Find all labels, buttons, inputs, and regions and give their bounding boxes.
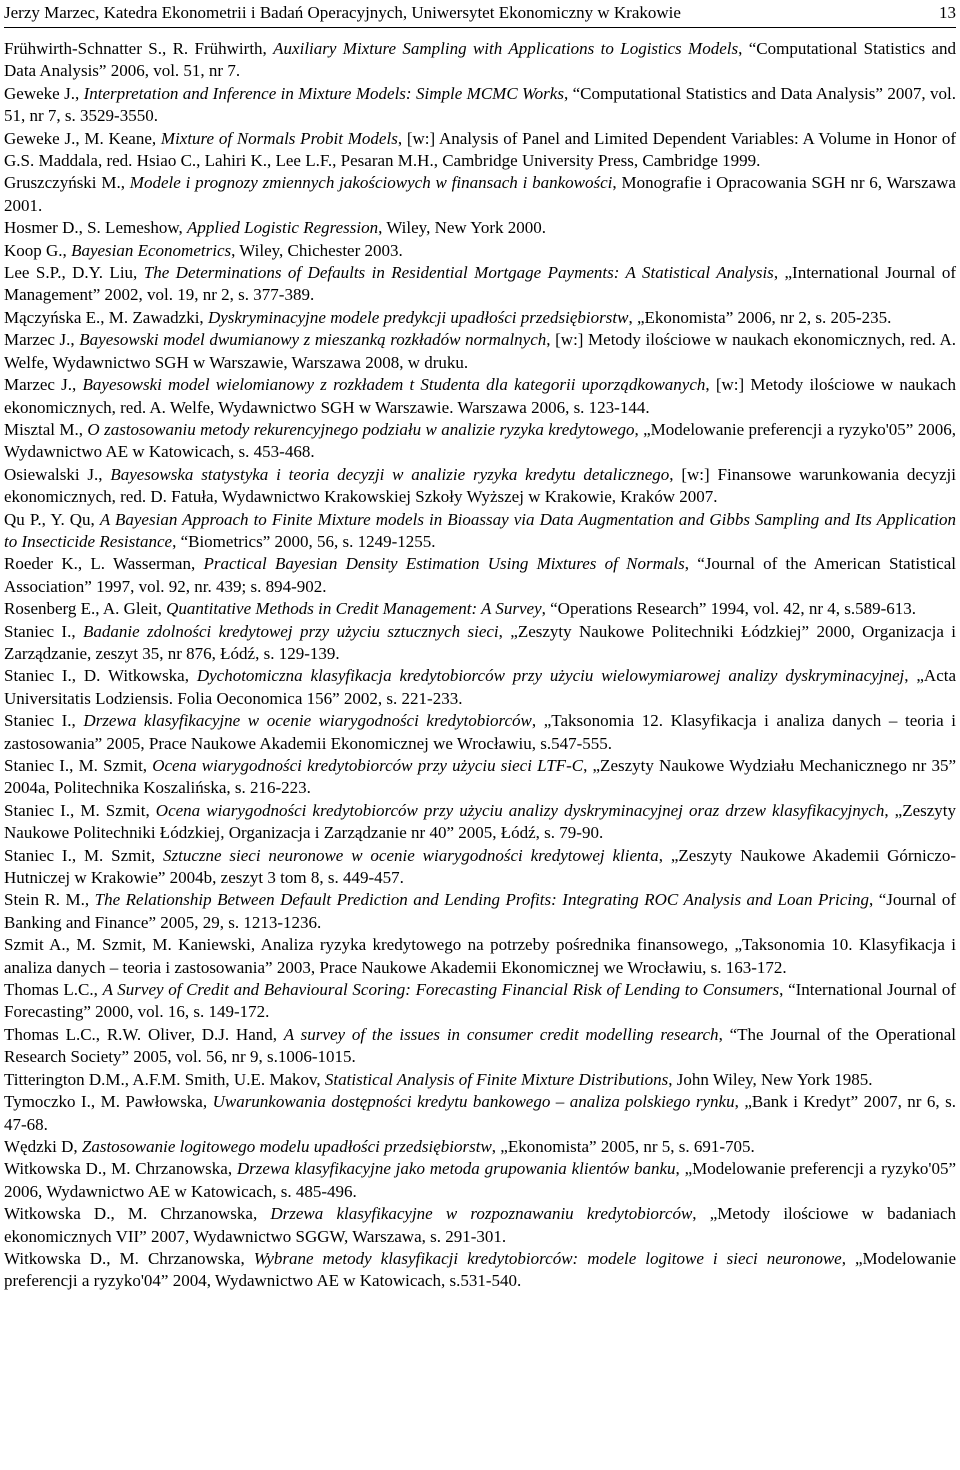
reference-entry <box>4 1248 956 1293</box>
reference-text: Misztal M., <box>4 419 88 439</box>
reference-text: Titterington D.M., A.F.M. Smith, U.E. Makov, <box>4 1069 325 1089</box>
reference-text: , Monografie i Opracowania SGH nr 6, Warszawa 2001. <box>4 173 956 215</box>
reference-entry <box>4 845 956 890</box>
reference-title: Bayesowski model wielomianowy z rozkładem t Studenta dla kategorii uporządkowanych <box>82 375 706 395</box>
reference-text: Witkowska D., M. Chrzanowska, <box>4 1204 271 1224</box>
reference-entry <box>4 553 956 598</box>
reference-text: Frühwirth-Schnatter S., R. Frühwirth, <box>4 39 274 58</box>
reference-entry <box>4 128 956 173</box>
reference-title: The Relationship Between Default Prediction and Lending Profits: Integrating ROC Analysis and Loan Pricing <box>94 890 869 910</box>
reference-text: Lee S.P., D.Y. Liu, <box>4 263 144 283</box>
reference-text: Wędzki D, <box>4 1136 82 1156</box>
reference-entry <box>4 1024 956 1069</box>
reference-title: Zastosowanie logitowego modelu upadłości przedsiębiorstw <box>81 1136 492 1156</box>
reference-entry <box>4 509 956 554</box>
reference-text: , Wiley, New York 2000. <box>378 218 547 238</box>
reference-text: Koop G., <box>4 240 72 260</box>
reference-title: Dychotomiczna klasyfikacja kredytobiorców przy użyciu wielowymiarowej analizy dyskryminacyjnej <box>196 666 905 686</box>
reference-title: A survey of the issues in consumer credit modelling research <box>283 1024 719 1044</box>
reference-text: Geweke J., M. Keane, <box>4 128 161 148</box>
reference-title: Mixture of Normals Probit Models <box>160 128 398 148</box>
reference-text: , „Zeszyty Naukowe Politechniki Łódzkiej, Organizacja i Zarządzanie nr 40” 2005, Łódź, s. 79-90. <box>4 800 957 843</box>
reference-entry <box>4 800 956 845</box>
reference-entry <box>4 83 956 128</box>
reference-text: Mączyńska E., M. Zawadzki, <box>4 307 208 327</box>
reference-title: Wybrane metody klasyfikacji kredytobiorców: modele logitowe i sieci neuronowe <box>253 1248 842 1268</box>
page-number: 13 <box>939 3 956 22</box>
reference-title: Drzewa klasyfikacyjne w ocenie wiarygodności kredytobiorców <box>83 711 532 731</box>
reference-text: Roeder K., L. Wasserman, <box>4 554 204 574</box>
reference-title: Statistical Analysis of Finite Mixture Distributions <box>324 1069 669 1089</box>
reference-entry <box>4 934 956 979</box>
reference-text: Hosmer D., S. Lemeshow, <box>4 218 188 238</box>
reference-text: , „Modelowanie preferencji a ryzyko'04” 2004, Wydawnictwo AE w Katowicach, s.531-540. <box>4 1248 956 1291</box>
running-header <box>4 0 956 28</box>
reference-entry <box>4 38 956 83</box>
reference-text: Staniec I., <box>4 621 83 641</box>
reference-entry <box>4 307 956 329</box>
reference-entry <box>4 419 956 464</box>
reference-text: Thomas L.C., R.W. Oliver, D.J. Hand, <box>4 1024 284 1044</box>
reference-text: Staniec I., <box>4 711 84 731</box>
reference-text: Thomas L.C., <box>4 980 103 1000</box>
reference-title: Uwarunkowania dostępności kredytu bankowego – analiza polskiego rynku <box>212 1092 735 1112</box>
reference-text: , „Zeszyty Naukowe Politechniki Łódzkiej” 2000, Organizacja i Zarządzanie, zeszyt 35, nr 876, Łódź, s. 129-139. <box>4 621 956 663</box>
reference-text: Staniec I., M. Szmit, <box>4 756 153 775</box>
reference-text: , „Taksonomia 12. Klasyfikacja i analiza danych – teoria i zastosowania” 2005, Prace Naukowe Akademii Ekonomicznej we Wrocławiu, s.547-555. <box>4 711 956 753</box>
reference-text: , “Journal of the American Statistical Association” 1997, vol. 92, nr. 439; s. 894-902. <box>4 554 956 596</box>
reference-title: Auxiliary Mixture Sampling with Applications to Logistics Models <box>273 39 739 58</box>
reference-text: , [w:] Finansowe warunkowania decyzji ekonomicznych, red. D. Fatuła, Wydawnictwo Krakowskiej Szkoły Wyższej w Krakowie, Kraków 2007. <box>4 464 956 507</box>
reference-entry <box>4 621 956 666</box>
reference-text: Geweke J., <box>4 83 84 103</box>
reference-entry <box>4 1069 956 1091</box>
reference-entry <box>4 217 956 239</box>
reference-title: Dyskryminacyjne modele predykcji upadłości przedsiębiorstw <box>207 307 629 327</box>
reference-text: Rosenberg E., A. Gleit, <box>4 599 167 619</box>
reference-text: , Wiley, Chichester 2003. <box>231 240 403 260</box>
reference-text: , “Computational Statistics and Data Analysis” 2006, vol. 51, nr 7. <box>4 39 956 81</box>
reference-entry <box>4 1158 956 1203</box>
reference-text: , „Zeszyty Naukowe Wydziału Mechanicznego nr 35” 2004a, Politechnika Koszalińska, s. 216-223. <box>4 756 957 798</box>
reference-text: Witkowska D., M. Chrzanowska, <box>4 1159 237 1179</box>
reference-title: Interpretation and Inference in Mixture Models: Simple MCMC Works <box>83 83 564 103</box>
reference-text: , „Modelowanie preferencji a ryzyko'05” 2006, Wydawnictwo AE w Katowicach, s. 485-496. <box>4 1159 956 1201</box>
reference-entry <box>4 374 956 419</box>
reference-text: , „Metody ilościowe w badaniach ekonomicznych VII” 2007, Wydawnictwo SGGW, Warszawa, s. 291-301. <box>4 1204 957 1246</box>
reference-text: , [w:] Metody ilościowe w naukach ekonomicznych, red. A. Welfe, Wydawnictwo SGH w Warszawie. Warszawa 2006, s. 123-144. <box>4 375 957 417</box>
reference-title: Ocena wiarygodności kredytobiorców przy użyciu sieci LTF-C <box>152 756 584 775</box>
reference-text: , [w:] Metody ilościowe w naukach ekonomicznych, red. A. Welfe, Wydawnictwo SGH w Warszawie, Warszawa 2008, w druku. <box>4 330 956 372</box>
reference-text: , John Wiley, New York 1985. <box>668 1069 873 1089</box>
reference-title: Modele i prognozy zmiennych jakościowych w finansach i bankowości <box>129 173 613 193</box>
reference-entry <box>4 1203 956 1248</box>
reference-text: Witkowska D., M. Chrzanowska, <box>4 1248 254 1268</box>
reference-entry <box>4 464 956 509</box>
reference-text: Staniec I., D. Witkowska, <box>4 666 197 686</box>
reference-text: , „International Journal of Management” 2002, vol. 19, nr 2, s. 377-389. <box>4 263 956 305</box>
reference-title: Practical Bayesian Density Estimation Using Mixtures of Normals <box>203 554 685 574</box>
reference-title: Quantitative Methods in Credit Management: A Survey <box>166 599 542 619</box>
reference-text: , “Computational Statistics and Data Analysis” 2007, vol. 51, nr 7, s. 3529-3550. <box>4 83 956 126</box>
reference-text: , „Ekonomista” 2005, nr 5, s. 691-705. <box>491 1136 755 1156</box>
reference-entry <box>4 598 956 620</box>
reference-title: Bayesowski model dwumianowy z mieszanką rozkładów normalnych <box>79 330 547 350</box>
reference-title: Drzewa klasyfikacyjne jako metoda grupowania klientów banku <box>236 1159 676 1179</box>
reference-title: Badanie zdolności kredytowej przy użyciu sztucznych sieci <box>82 621 499 641</box>
reference-text: , “Biometrics” 2000, 56, s. 1249-1255. <box>172 531 436 551</box>
reference-title: O zastosowaniu metody rekurencyjnego podziału w analizie ryzyka kredytowego <box>87 419 635 439</box>
reference-text: Marzec J., <box>4 375 83 395</box>
reference-entry <box>4 665 956 710</box>
reference-title: Applied Logistic Regression <box>187 218 379 238</box>
reference-text: , „Acta Universitatis Lodziensis. Folia Oeconomica 156” 2002, s. 221-233. <box>4 666 957 708</box>
reference-text: , “International Journal of Forecasting” 2000, vol. 16, s. 149-172. <box>4 980 956 1022</box>
reference-entry <box>4 1136 956 1158</box>
reference-entry <box>4 240 956 262</box>
reference-entry <box>4 979 956 1024</box>
reference-title: Drzewa klasyfikacyjne w rozpoznawaniu kredytobiorców <box>270 1204 693 1224</box>
reference-text: Szmit A., M. Szmit, M. Kaniewski, Analiza ryzyka kredytowego na potrzeby pośrednika finansowego, „Taksonomia 10. Klasyfikacja i analiza danych – teoria i zastosowania” 2003, Prace Naukowe Akademii Ekonomicznej we Wrocławiu, s. 163-172. <box>4 935 956 977</box>
reference-title: Bayesian Econometrics <box>71 240 232 260</box>
reference-entry <box>4 262 956 307</box>
reference-text: , [w:] Analysis of Panel and Limited Dependent Variables: A Volume in Honor of G.S. Maddala, red. Hsiao C., Lahiri K., Lee L.F., Pesaran M.H., Cambridge University Press, Cambridge 1999. <box>4 128 956 171</box>
reference-title: A Bayesian Approach to Finite Mixture models in Bioassay via Data Augmentation and Gibbs Sampling and Its Application to Insecticide Resistance <box>4 509 956 551</box>
reference-text: , „Modelowanie preferencji a ryzyko'05” 2006, Wydawnictwo AE w Katowicach, s. 453-468. <box>4 419 956 462</box>
reference-text: Stein R. M., <box>4 890 95 910</box>
reference-text: Tymoczko I., M. Pawłowska, <box>4 1092 213 1112</box>
reference-title: Ocena wiarygodności kredytobiorców przy użyciu analizy dyskryminacyjnej oraz drzew klasyfikacyjnych <box>155 800 885 820</box>
reference-text: , „Zeszyty Naukowe Akademii Górniczo-Hutniczej w Krakowie” 2004b, zeszyt 3 tom 8, s. 449-457. <box>4 845 956 888</box>
reference-text: , “The Journal of the Operational Research Society” 2005, vol. 56, nr 9, s.1006-1015. <box>4 1024 956 1067</box>
reference-entry <box>4 755 956 800</box>
reference-text: Qu P., Y. Qu, <box>4 509 100 529</box>
reference-entry <box>4 889 956 934</box>
reference-title: Bayesowska statystyka i teoria decyzji w analizie ryzyka kredytu detalicznego <box>110 464 670 484</box>
reference-text: Marzec J., <box>4 330 80 350</box>
reference-list <box>4 38 956 1293</box>
reference-text: Staniec I., M. Szmit, <box>4 845 163 865</box>
reference-entry <box>4 329 956 374</box>
reference-title: Sztuczne sieci neuronowe w ocenie wiarygodności kredytowej klienta <box>162 845 659 865</box>
reference-text: Gruszczyński M., <box>4 173 130 193</box>
reference-text: , „Bank i Kredyt” 2007, nr 6, s. 47-68. <box>4 1092 957 1134</box>
reference-entry <box>4 1091 956 1136</box>
reference-title: The Determinations of Defaults in Residential Mortgage Payments: A Statistical Analysis <box>143 263 774 283</box>
header-author-affiliation: Jerzy Marzec, Katedra Ekonometrii i Badań Operacyjnych, Uniwersytet Ekonomiczny w Krakowie <box>4 3 681 22</box>
reference-title: A Survey of Credit and Behavioural Scoring: Forecasting Financial Risk of Lending to Consumers <box>102 980 780 1000</box>
reference-text: , “Operations Research” 1994, vol. 42, nr 4, s.589-613. <box>541 599 917 619</box>
reference-text: Osiewalski J., <box>4 464 111 484</box>
reference-text: , „Ekonomista” 2006, nr 2, s. 205-235. <box>628 307 892 327</box>
reference-entry <box>4 710 956 755</box>
reference-text: Staniec I., M. Szmit, <box>4 800 156 820</box>
reference-text: , “Journal of Banking and Finance” 2005, 29, s. 1213-1236. <box>4 890 956 932</box>
reference-entry <box>4 172 956 217</box>
